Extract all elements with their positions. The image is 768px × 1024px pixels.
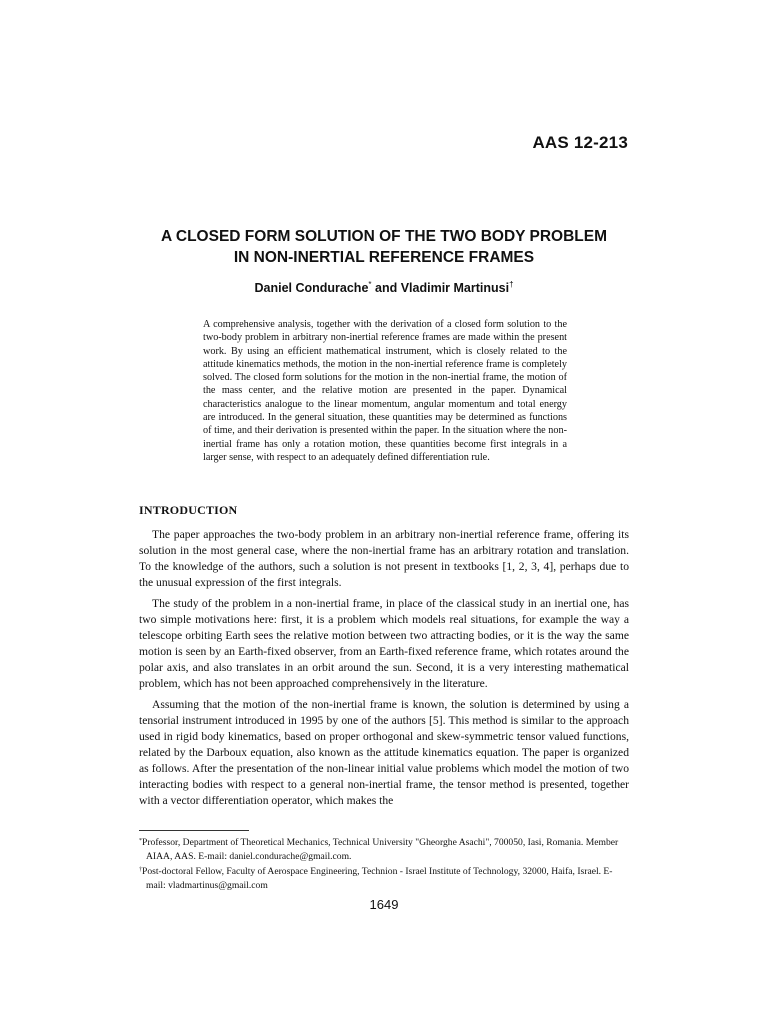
footnote-text: Professor, Department of Theoretical Mechanics, Technical University "Gheorghe Asachi", 700050, Iasi, Romania. Member AIAA, AAS. E-mail: daniel.condurache@gmail.com. [142,837,619,862]
title-line-2: IN NON-INERTIAL REFERENCE FRAMES [233,249,535,266]
page-number: 1649 [369,897,399,912]
paragraph: The paper approaches the two-body problem in an arbitrary non-inertial reference frame, offering its solution in the most general case, where the non-inertial frame has an arbitrary rotation and translation. To the knowledge of the authors, such a solution is not present in textbooks [1, 2, 3, 4], perhaps due to the unusual expression of the first integrals. [139,528,629,589]
author-1: Daniel Condurache [254,281,369,295]
author-2: Vladimir Martinusi [400,281,510,295]
paper-id: AAS 12-213 [532,133,628,152]
abstract: A comprehensive analysis, together with the derivation of a closed form solution to the two-body problem in arbitrary non-inertial reference frames are made within the present work. By using an efficient mathematical instrument, which is closely related to the attitude kinematics methods, the motion in the non-inertial reference frame is completely solved. The closed form solutions for the motion in the non-inertial frame, the motion of the mass center, and the relative motion are presented in the paper. Dynamical characteristics analogue to the linear momentum, angular momentum and total energy are introduced. In the general situation, these quantities may be determined as functions of time, and their derivation is presented within the paper. In the situation where the non-inertial frame has only a rotation motion, these quantities become first integrals in a larger sense, with respect to an adequately defined differentiation rule. [203,319,567,463]
author-conjunction: and [371,281,401,295]
footnote-divider [139,830,249,831]
footnote-mark: † [139,867,142,873]
footnote [139,864,629,892]
author-1-mark: * [368,280,372,289]
introduction-body [139,527,629,814]
footnote-mark: * [139,838,142,844]
footnote [139,835,629,863]
author-2-mark: † [509,280,514,289]
paragraph: The study of the problem in a non-inertial frame, in place of the classical study in an inertial one, has two simple motivations here: first, it is a problem which models real situations, for example the way a telescope orbiting Earth sees the relative motion between two attracting bodies, or it is the way the same motion is seen by an Earth-fixed observer, from an Earth-fixed reference frame, which rotates around the polar axis, and also translates in an orbit around the sun. Second, it is a very interesting mathematical problem, which has not been approached comprehensively in the literature. [139,597,629,690]
footnotes [139,835,629,893]
title-line-1: A CLOSED FORM SOLUTION OF THE TWO BODY PROBLEM [160,228,608,245]
paragraph: Assuming that the motion of the non-inertial frame is known, the solution is determined by using a tensorial instrument introduced in 1995 by one of the authors [5]. This method is similar to the approach used in rigid body kinematics, based on proper orthogonal and skew-symmetric tensor valued functions, related by the Darboux equation, also known as the attitude kinematics equation. The paper is organized as follows. After the presentation of the non-linear initial value problems which model the motion of two interacting bodies with respect to a general non-inertial frame, the tensor method is presented, together with a vector differentiation operator, which makes the [139,698,629,807]
section-heading-introduction: INTRODUCTION [139,503,238,517]
paper-title [0,226,768,268]
author-line [0,280,768,295]
footnote-text: Post-doctoral Fellow, Faculty of Aerospace Engineering, Technion - Israel Institute of Technology, 32000, Haifa, Israel. E-mail: vladmartinus@gmail.com [142,866,613,891]
